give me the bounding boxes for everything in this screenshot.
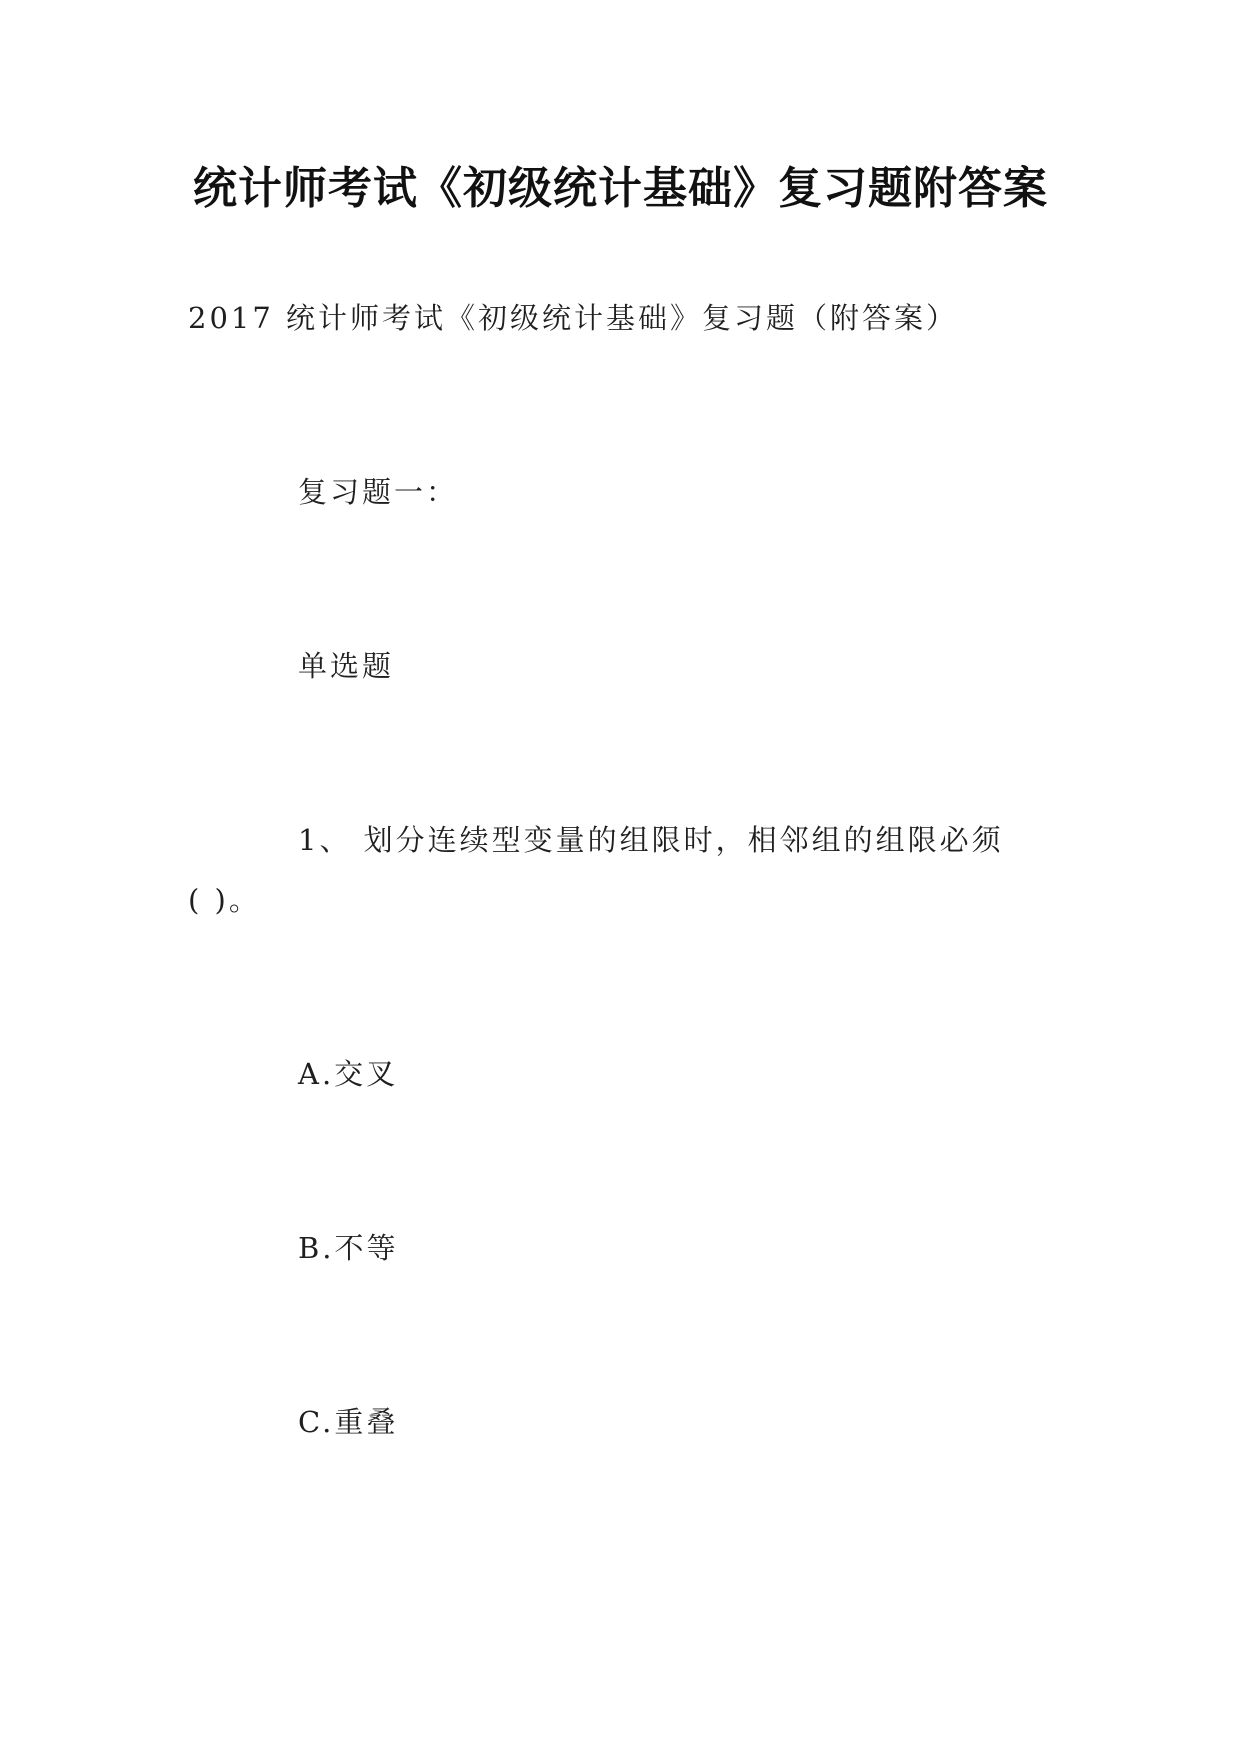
- option-a: A.交叉: [298, 1057, 399, 1091]
- question-text-continued: ( )。: [188, 883, 261, 917]
- document-title: 统计师考试《初级统计基础》复习题附答案: [193, 163, 1048, 214]
- section-heading: 复习题一：: [298, 475, 459, 509]
- option-b: B.不等: [298, 1231, 399, 1265]
- question-type-label: 单选题: [298, 649, 395, 683]
- option-c: C.重叠: [298, 1405, 399, 1439]
- question-text: 1、 划分连续型变量的组限时，相邻组的组限必须: [298, 823, 1004, 857]
- document-subtitle: 2017 统计师考试《初级统计基础》复习题（附答案）: [188, 301, 959, 335]
